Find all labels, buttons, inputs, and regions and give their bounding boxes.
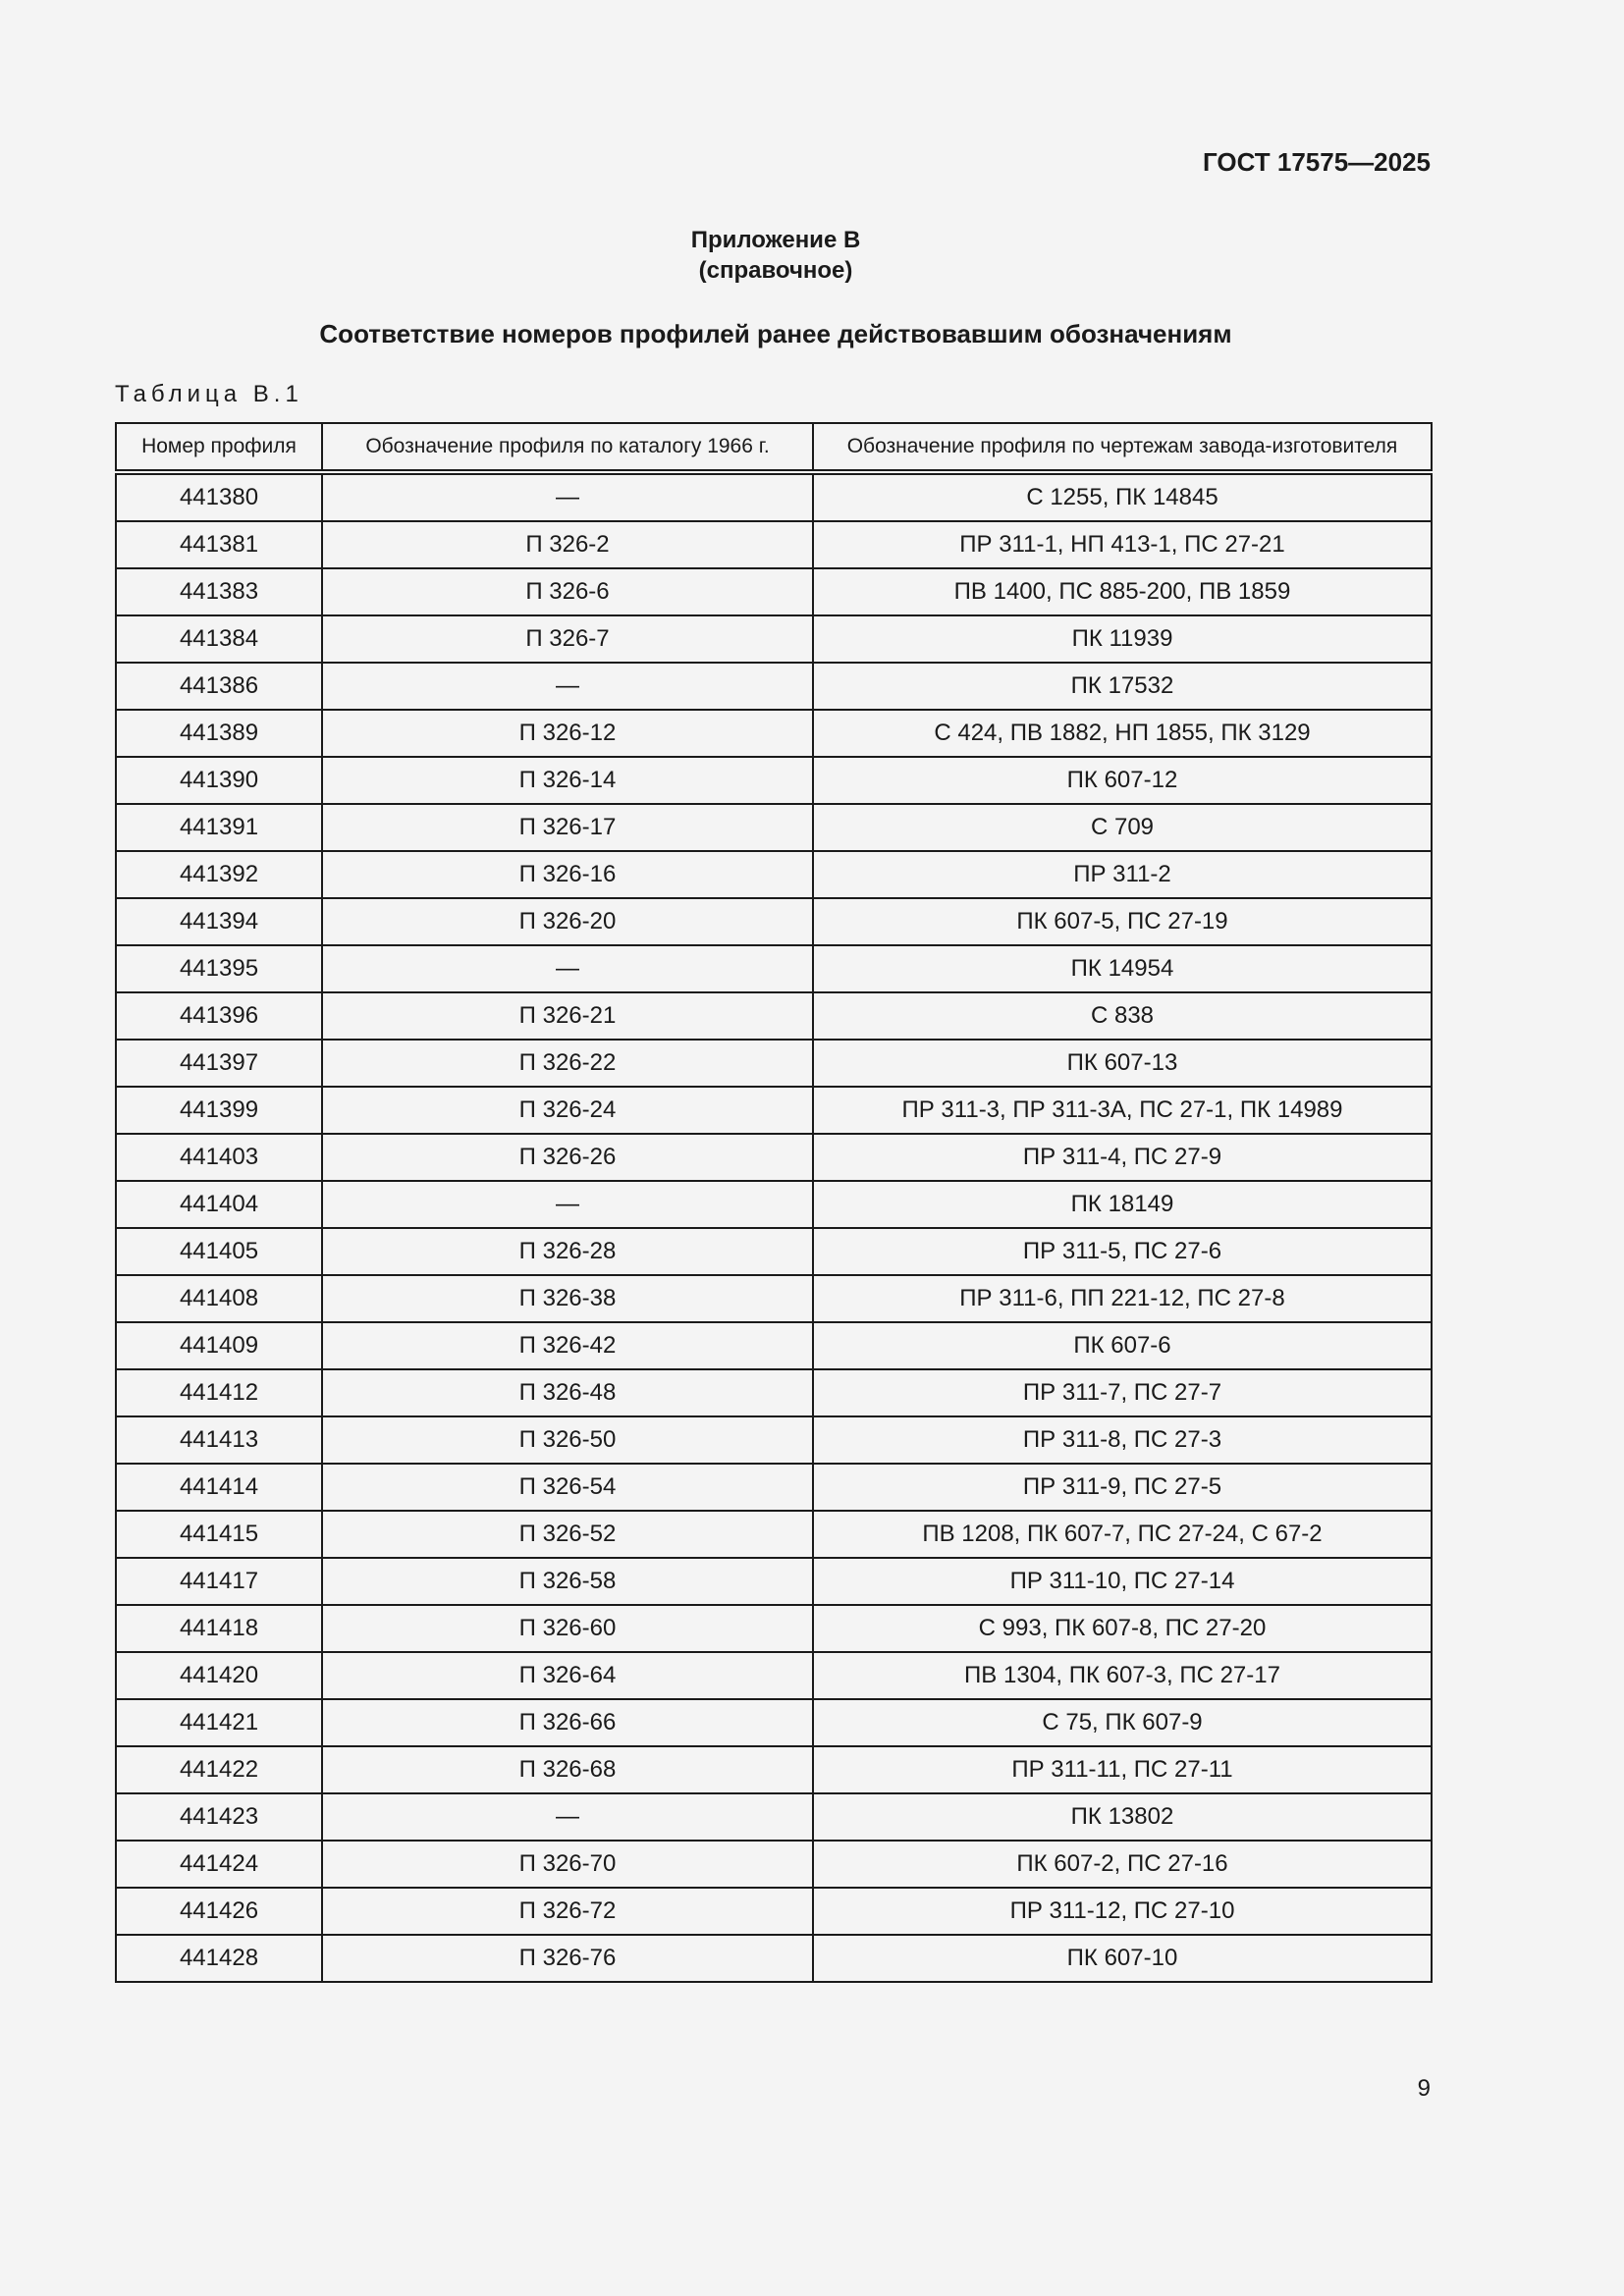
column-header-factory-drawing: Обозначение профиля по чертежам завода-изготовителя [813,423,1432,472]
factory-drawing-cell: С 75, ПК 607-9 [813,1699,1432,1746]
catalog-1966-cell: П 326-68 [322,1746,813,1793]
table-row [116,1841,1432,1888]
catalog-1966-cell: П 326-22 [322,1040,813,1087]
catalog-1966-cell: — [322,945,813,992]
profile-number-cell: 441395 [116,945,322,992]
factory-drawing-cell: ПР 311-5, ПС 27-6 [813,1228,1432,1275]
profile-number-cell: 441424 [116,1841,322,1888]
factory-drawing-cell: ПР 311-7, ПС 27-7 [813,1369,1432,1416]
profile-number-cell: 441418 [116,1605,322,1652]
factory-drawing-cell: С 838 [813,992,1432,1040]
page-number: 9 [1417,2075,1431,2102]
factory-drawing-cell: ПК 18149 [813,1181,1432,1228]
table-row [116,1087,1432,1134]
factory-drawing-cell: ПР 311-12, ПС 27-10 [813,1888,1432,1935]
factory-drawing-cell: ПР 311-9, ПС 27-5 [813,1464,1432,1511]
factory-drawing-cell: ПВ 1208, ПК 607-7, ПС 27-24, С 67-2 [813,1511,1432,1558]
profile-number-cell: 441415 [116,1511,322,1558]
factory-drawing-cell: ПР 311-8, ПС 27-3 [813,1416,1432,1464]
factory-drawing-cell: ПР 311-1, НП 413-1, ПС 27-21 [813,521,1432,568]
table-row [116,1040,1432,1087]
factory-drawing-cell: ПК 11939 [813,615,1432,663]
profile-number-cell: 441405 [116,1228,322,1275]
table-row [116,521,1432,568]
table-row [116,1558,1432,1605]
table-row [116,1181,1432,1228]
table-row [116,1935,1432,1982]
profile-number-cell: 441391 [116,804,322,851]
profile-number-cell: 441392 [116,851,322,898]
factory-drawing-cell: ПР 311-2 [813,851,1432,898]
profile-number-cell: 441421 [116,1699,322,1746]
catalog-1966-cell: П 326-38 [322,1275,813,1322]
profile-number-cell: 441394 [116,898,322,945]
catalog-1966-cell: П 326-64 [322,1652,813,1699]
factory-drawing-cell: ПК 14954 [813,945,1432,992]
catalog-1966-cell: П 326-54 [322,1464,813,1511]
table-row [116,945,1432,992]
profile-number-cell: 441412 [116,1369,322,1416]
catalog-1966-cell: П 326-20 [322,898,813,945]
appendix-title: Приложение В [690,227,861,253]
factory-drawing-cell: С 1255, ПК 14845 [813,472,1432,521]
profile-number-cell: 441381 [116,521,322,568]
catalog-1966-cell: П 326-17 [322,804,813,851]
factory-drawing-cell: ПК 607-13 [813,1040,1432,1087]
table-header-row [116,423,1432,472]
profile-number-cell: 441409 [116,1322,322,1369]
table-row [116,1888,1432,1935]
table-row [116,1228,1432,1275]
factory-drawing-cell: ПР 311-4, ПС 27-9 [813,1134,1432,1181]
table-row [116,851,1432,898]
catalog-1966-cell: П 326-76 [322,1935,813,1982]
profile-number-cell: 441423 [116,1793,322,1841]
catalog-1966-cell: П 326-72 [322,1888,813,1935]
factory-drawing-cell: ПВ 1304, ПК 607-3, ПС 27-17 [813,1652,1432,1699]
factory-drawing-cell: ПР 311-11, ПС 27-11 [813,1746,1432,1793]
table-row [116,1511,1432,1558]
catalog-1966-cell: П 326-12 [322,710,813,757]
factory-drawing-cell: С 993, ПК 607-8, ПС 27-20 [813,1605,1432,1652]
profile-number-cell: 441404 [116,1181,322,1228]
catalog-1966-cell: П 326-42 [322,1322,813,1369]
catalog-1966-cell: П 326-52 [322,1511,813,1558]
factory-drawing-cell: ПК 607-5, ПС 27-19 [813,898,1432,945]
factory-drawing-cell: ПК 13802 [813,1793,1432,1841]
factory-drawing-cell: С 709 [813,804,1432,851]
table-row [116,615,1432,663]
factory-drawing-cell: ПК 607-12 [813,757,1432,804]
column-header-profile-number: Номер профиля [116,423,322,472]
table-row [116,1464,1432,1511]
table-row [116,804,1432,851]
table-row [116,1369,1432,1416]
profile-number-cell: 441414 [116,1464,322,1511]
profile-number-cell: 441380 [116,472,322,521]
factory-drawing-cell: ПР 311-10, ПС 27-14 [813,1558,1432,1605]
table-row [116,1322,1432,1369]
catalog-1966-cell: П 326-66 [322,1699,813,1746]
table-row [116,1746,1432,1793]
table-row [116,1699,1432,1746]
profile-number-cell: 441384 [116,615,322,663]
factory-drawing-cell: ПК 607-10 [813,1935,1432,1982]
factory-drawing-cell: ПК 607-2, ПС 27-16 [813,1841,1432,1888]
table-row [116,1605,1432,1652]
catalog-1966-cell: — [322,472,813,521]
table-row [116,1275,1432,1322]
table-row [116,1793,1432,1841]
table-row [116,1652,1432,1699]
profile-number-cell: 441422 [116,1746,322,1793]
factory-drawing-cell: ПК 607-6 [813,1322,1432,1369]
table-row [116,710,1432,757]
document-code: ГОСТ 17575—2025 [1203,147,1431,177]
catalog-1966-cell: П 326-2 [322,521,813,568]
profile-number-cell: 441389 [116,710,322,757]
profile-number-cell: 441396 [116,992,322,1040]
appendix-heading [0,225,1551,286]
profile-table [115,422,1433,1983]
factory-drawing-cell: ПК 17532 [813,663,1432,710]
profile-number-cell: 441386 [116,663,322,710]
factory-drawing-cell: ПР 311-3, ПР 311-3А, ПС 27-1, ПК 14989 [813,1087,1432,1134]
catalog-1966-cell: П 326-48 [322,1369,813,1416]
column-header-catalog-1966: Обозначение профиля по каталогу 1966 г. [322,423,813,472]
table-row [116,568,1432,615]
table-row [116,472,1432,521]
catalog-1966-cell: — [322,1181,813,1228]
catalog-1966-cell: П 326-7 [322,615,813,663]
profile-number-cell: 441397 [116,1040,322,1087]
profile-number-cell: 441390 [116,757,322,804]
profile-number-cell: 441383 [116,568,322,615]
table-row [116,1416,1432,1464]
page-title: Соответствие номеров профилей ранее действовавшим обозначениям [319,319,1232,348]
catalog-1966-cell: П 326-70 [322,1841,813,1888]
catalog-1966-cell: П 326-6 [322,568,813,615]
catalog-1966-cell: П 326-58 [322,1558,813,1605]
catalog-1966-cell: П 326-50 [322,1416,813,1464]
profile-number-cell: 441413 [116,1416,322,1464]
profile-number-cell: 441417 [116,1558,322,1605]
table-row [116,992,1432,1040]
table-row [116,1134,1432,1181]
table-row [116,898,1432,945]
table-row [116,757,1432,804]
catalog-1966-cell: П 326-28 [322,1228,813,1275]
catalog-1966-cell: П 326-14 [322,757,813,804]
profile-number-cell: 441399 [116,1087,322,1134]
catalog-1966-cell: — [322,663,813,710]
table-body [116,472,1432,1982]
profile-number-cell: 441403 [116,1134,322,1181]
profile-number-cell: 441420 [116,1652,322,1699]
profile-number-cell: 441426 [116,1888,322,1935]
catalog-1966-cell: П 326-26 [322,1134,813,1181]
appendix-subtitle: (справочное) [698,257,853,284]
factory-drawing-cell: С 424, ПВ 1882, НП 1855, ПК 3129 [813,710,1432,757]
catalog-1966-cell: — [322,1793,813,1841]
factory-drawing-cell: ПВ 1400, ПС 885-200, ПВ 1859 [813,568,1432,615]
catalog-1966-cell: П 326-60 [322,1605,813,1652]
catalog-1966-cell: П 326-24 [322,1087,813,1134]
factory-drawing-cell: ПР 311-6, ПП 221-12, ПС 27-8 [813,1275,1432,1322]
catalog-1966-cell: П 326-21 [322,992,813,1040]
table-row [116,663,1432,710]
profile-number-cell: 441408 [116,1275,322,1322]
profile-number-cell: 441428 [116,1935,322,1982]
table-label: Таблица В.1 [115,381,303,407]
catalog-1966-cell: П 326-16 [322,851,813,898]
